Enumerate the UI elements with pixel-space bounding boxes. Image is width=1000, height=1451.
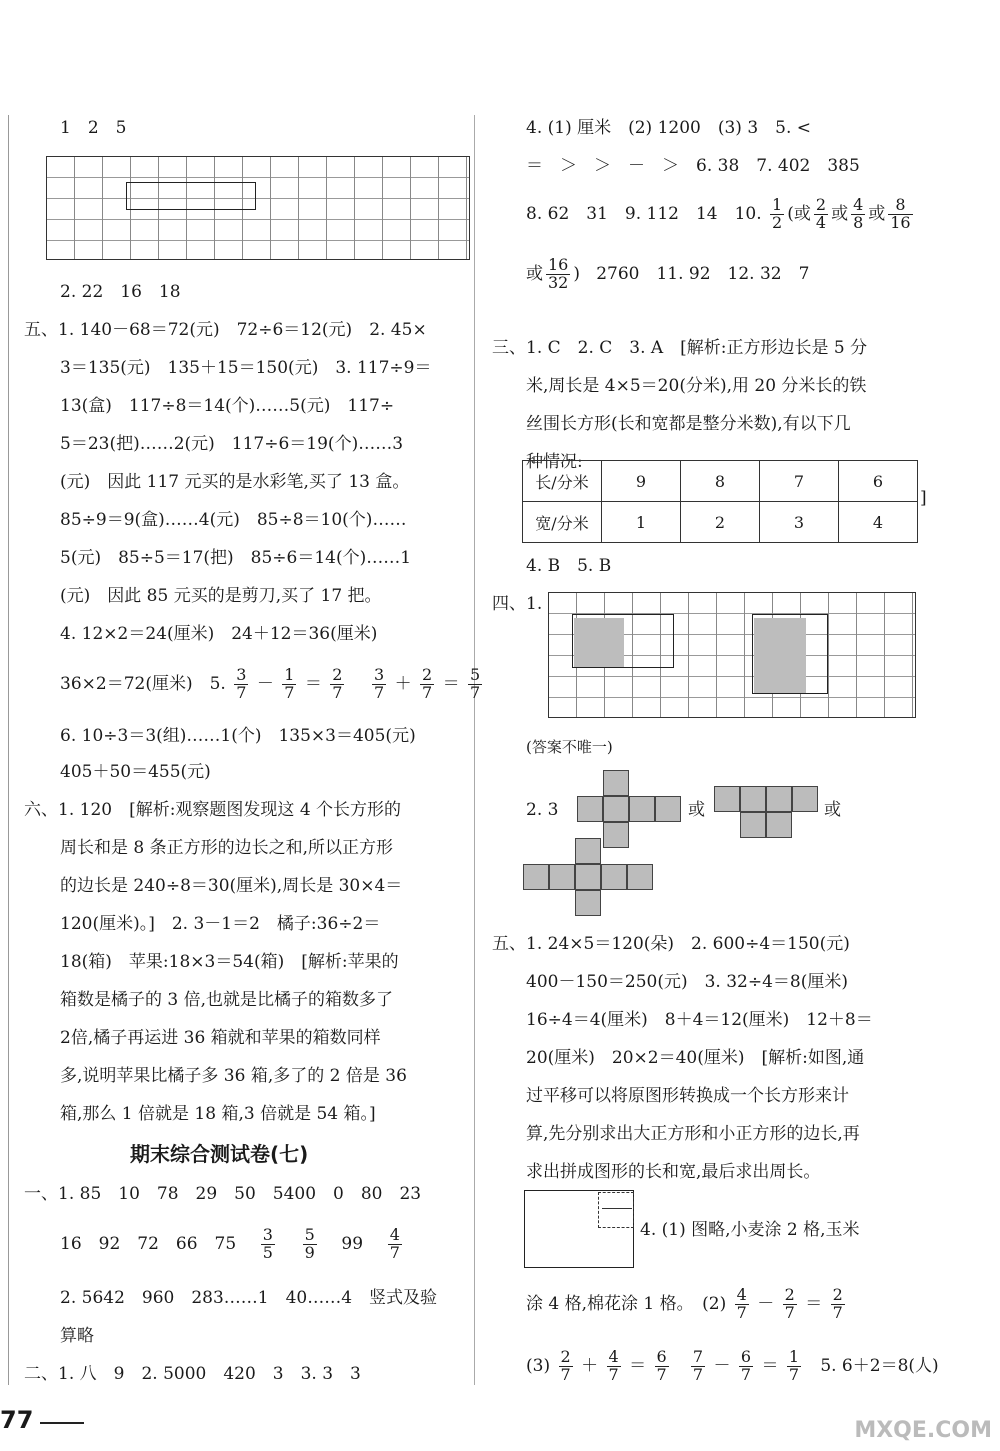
answer-line: 4. B 5. B [526,556,612,576]
dimension-table [522,460,918,543]
net-square [766,812,792,838]
number-99: 99 [341,1234,364,1254]
fraction-5-9: $\frac{5}{9}$ [304,1225,315,1262]
answer-line: 四、1. [492,594,543,614]
answer-line: 箱,那么 1 倍就是 18 箱,3 倍就是 54 箱。] [60,1104,376,1124]
fraction-5-7: $\frac{5}{7}$ [470,665,481,702]
net-square [740,786,766,812]
fraction-6-7: $\frac{6}{7}$ [656,1347,667,1384]
net-square [601,864,627,890]
answer-line: 六、1. 120 [解析:观察题图发现这 4 个长方形的 [24,800,402,820]
grid-rectangle [752,614,828,694]
answer-line: 丝围长方形(长和宽都是整分米数),有以下几 [526,414,851,434]
fraction-2-4: $\frac{2}{4}$ [815,195,827,232]
table-cell: 9 [602,461,681,502]
answer-line: 400－150＝250(元) 3. 32÷4＝8(厘米) [526,972,849,992]
answer-text: 涂 4 格,棉花涂 1 格。 (2) [526,1294,727,1314]
fraction-line [526,254,809,294]
net-square [766,786,792,812]
net-square [603,770,629,796]
minus-sign: － [713,1356,731,1376]
answer-line: 二、1. 八 9 2. 5000 420 3 3. 3 3 [24,1364,361,1384]
or-text: 或 [688,800,705,820]
column-divider [474,115,475,1385]
net-square [603,796,629,822]
minus-sign: － [757,1294,775,1314]
or-text: 或 [793,204,811,224]
answer-line: 5＝23(把)……2(元) 117÷6＝19(个)……3 [60,434,404,454]
top-numbers: 1 2 5 [60,118,127,138]
net-square [577,796,603,822]
fraction-line [60,1226,405,1262]
table-row [523,502,918,543]
answer-text: 2760 11. 92 12. 32 7 [596,264,810,284]
left-margin-line [8,115,9,1385]
fraction-line [60,666,485,702]
net-square [575,864,601,890]
net-square [627,864,653,890]
net-square [575,890,601,916]
fraction-line [526,1284,848,1324]
table-cell: 8 [681,461,760,502]
bracket: ] [920,488,927,508]
grid-rectangle [572,614,674,668]
answer-line: 2倍,橘子再运进 36 箱就和苹果的箱数同样 [60,1028,381,1048]
answer-line: 2. 22 16 18 [60,282,181,302]
answer-line: (元) 因此 85 元买的是剪刀,买了 17 把。 [60,586,382,606]
fraction-4-7: $\frac{4}{7}$ [389,1225,400,1262]
net-square [792,786,818,812]
answer-line: 4. (1) 图略,小麦涂 2 格,玉米 [640,1220,860,1240]
answer-line: 一、1. 85 10 78 29 50 5400 0 80 23 [24,1184,422,1204]
answer-line: 4. 12×2＝24(厘米) 24＋12＝36(厘米) [60,624,378,644]
answer-grid-1 [46,156,470,260]
page-number-rule [40,1422,84,1424]
table-cell: 3 [760,502,839,543]
answer-line: 米,周长是 4×5＝20(分米),用 20 分米长的铁 [526,376,867,396]
answer-line: 周长和是 8 条正方形的边长之和,所以正方形 [60,838,394,858]
fraction-4-7: $\frac{4}{7}$ [736,1285,747,1322]
fraction-16-32: $\frac{16}{32}$ [548,255,569,292]
net-square [629,796,655,822]
answer-text: 16 92 72 66 75 [60,1234,237,1254]
answer-line: 五、1. 24×5＝120(朵) 2. 600÷4＝150(元) [492,934,850,954]
fraction-4-7: $\frac{4}{7}$ [608,1347,619,1384]
answer-line: 16÷4＝4(厘米) 8＋4＝12(厘米) 12＋8＝ [526,1010,873,1030]
net-square [549,864,575,890]
answer-line: 求出拼成图形的长和宽,最后求出周长。 [526,1162,821,1182]
answer-line: 2. 3 [526,800,559,820]
table-cell: 2 [681,502,760,543]
fraction-2-7: $\frac{2}{7}$ [832,1285,843,1322]
table-cell: 宽/分米 [523,502,602,543]
or-text: 或 [526,264,543,284]
paren: ( [787,204,794,224]
fraction-7-7: $\frac{7}{7}$ [692,1347,704,1384]
answer-line: 5(元) 85÷5＝17(把) 85÷6＝14(个)……1 [60,548,412,568]
answer-line: 多,说明苹果比橘子多 36 箱,多了的 2 倍是 36 [60,1066,407,1086]
fraction-line [526,1346,939,1386]
answer-text: (3) [526,1356,551,1376]
answer-line: 算略 [60,1326,94,1346]
fraction-3-5: $\frac{3}{5}$ [262,1225,273,1262]
fraction-6-7: $\frac{6}{7}$ [740,1347,752,1384]
answer-line: 405＋50＝455(元) [60,762,211,782]
answer-line: 6. 10÷3＝3(组)……1(个) 135×3＝405(元) [60,726,416,746]
answer-line: 85÷9＝9(盒)……4(元) 85÷8＝10(个)…… [60,510,407,530]
answer-line: (元) 因此 117 元买的是水彩笔,买了 13 盒。 [60,472,410,492]
answer-line: 箱数是橘子的 3 倍,也就是比橘子的箱数多了 [60,990,394,1010]
fraction-2-7: $\frac{2}{7}$ [332,665,343,702]
answer-line: 2. 5642 960 283……1 40……4 竖式及验 [60,1288,438,1308]
dashed-square [598,1192,634,1228]
equals-sign: ＝ [805,1294,823,1314]
equals-sign: ＝ [304,674,322,694]
answer-line: 3＝135(元) 135＋15＝150(元) 3. 117÷9＝ [60,358,432,378]
answer-line: 4. (1) 厘米 (2) 1200 (3) 3 5. < [526,118,812,138]
net-square [603,822,629,848]
fraction-4-8: $\frac{4}{8}$ [853,195,864,232]
fraction-3-7: $\frac{3}{7}$ [374,665,385,702]
table-cell: 长/分米 [523,461,602,502]
fraction-1-2: $\frac{1}{2}$ [772,195,783,232]
or-text: 或 [868,204,886,224]
answer-line: 的边长是 240÷8＝30(厘米),周长是 30×4＝ [60,876,403,896]
fraction-2-7: $\frac{2}{7}$ [422,665,433,702]
note: (答案不唯一) [526,738,613,756]
fraction-1-7: $\frac{1}{7}$ [284,665,295,702]
table-cell: 6 [839,461,918,502]
net-square [655,796,681,822]
net-square [714,786,740,812]
answer-text: 5. 6＋2＝8(人) [820,1356,939,1376]
table-cell: 4 [839,502,918,543]
plus-sign: ＋ [394,674,412,694]
minus-sign: － [256,674,274,694]
answer-text: 36×2＝72(厘米) 5. [60,674,226,694]
section-heading: 期末综合测试卷(七) [130,1142,309,1166]
net-square [575,838,601,864]
answer-line: ＝ ＞ ＞ － ＞ 6. 38 7. 402 385 [526,156,860,176]
net-square [523,864,549,890]
table-row [523,461,918,502]
equals-sign: ＝ [761,1356,779,1376]
answer-line: 算,先分别求出大正方形和小正方形的边长,再 [526,1124,860,1144]
paren: ) [573,264,580,284]
fraction-8-16: $\frac{8}{16}$ [890,195,911,232]
answer-text: 8. 62 31 9. 112 14 10. [526,204,762,224]
equals-sign: ＝ [442,674,460,694]
fraction-1-7: $\frac{1}{7}$ [788,1347,800,1384]
grid-rectangle [126,182,256,210]
net-square [740,812,766,838]
answer-line: 18(箱) 苹果:18×3＝54(箱) [解析:苹果的 [60,952,399,972]
answer-line: 种情况: [526,452,583,472]
table-cell: 1 [602,502,681,543]
fraction-2-7: $\frac{2}{7}$ [784,1285,795,1322]
answer-line: 三、1. C 2. C 3. A [解析:正方形边长是 5 分 [492,338,868,358]
or-text: 或 [824,800,841,820]
answer-line: 20(厘米) 20×2＝40(厘米) [解析:如图,通 [526,1048,865,1068]
watermark: MXQE.COM [854,1418,992,1443]
plus-sign: ＋ [581,1356,599,1376]
table-cell: 7 [760,461,839,502]
fraction-line [526,194,916,234]
equals-sign: ＝ [629,1356,647,1376]
page-number: 77 [0,1406,34,1434]
answer-line: 五、1. 140－68＝72(元) 72÷6＝12(元) 2. 45× [24,320,427,340]
arrow-icon [602,1208,632,1209]
fraction-2-7: $\frac{2}{7}$ [560,1347,571,1384]
answer-line: 过平移可以将原图形转换成一个长方形来计 [526,1086,849,1106]
fraction-3-7: $\frac{3}{7}$ [236,665,247,702]
or-text: 或 [831,204,849,224]
answer-line: 120(厘米)。] 2. 3－1＝2 橘子:36÷2＝ [60,914,381,934]
answer-line: 13(盒) 117÷8＝14(个)……5(元) 117÷ [60,396,395,416]
